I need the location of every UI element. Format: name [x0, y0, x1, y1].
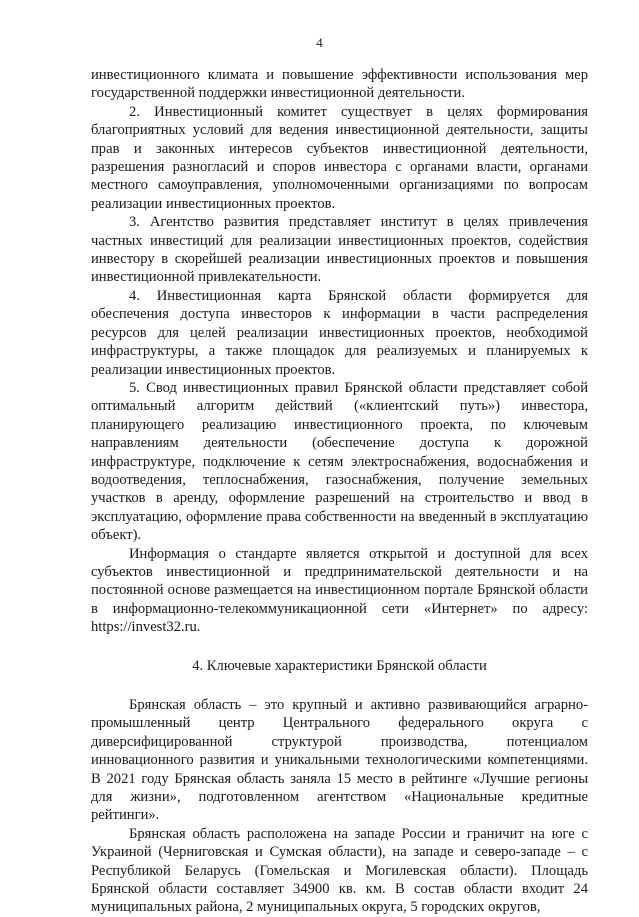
- paragraph: 5. Свод инвестиционных правил Брянской области представляет собой оптимальный алгоритм действий («клиентский путь») инвестора, планирующего реализацию инвестиционного проекта, по ключевым направлениям деятельности (обеспечение доступа к дорожной инфраструктуре, подключение к сетям электроснабжения, водоснабжения и водоотведения, теплоснабжения, газоснабжения, получение земельных участков в аренду, оформление разрешений на строительство и ввод в эксплуатацию, оформление права собственности на введенный в эксплуатацию объект).: [91, 379, 588, 544]
- section-heading: 4. Ключевые характеристики Брянской области: [192, 657, 487, 674]
- paragraph: 3. Агентство развития представляет институт в целях привлечения частных инвестиций для реализации инвестиционных проектов, содействия инвестору в скорейшей реализации инвестиционных проектов и повышения инвестиционной привлекательности.: [91, 214, 588, 286]
- paragraph: 2. Инвестиционный комитет существует в целях формирования благоприятных условий для ведения инвестиционной деятельности, защиты прав и законных интересов субъектов инвестиционной деятельности, разрешения разногласий и споров инвестора с органами власти, органами местного самоуправления, уполномоченными организациями по вопросам реализации инвестиционных проектов.: [91, 103, 588, 212]
- paragraph: 4. Инвестиционная карта Брянской области формируется для обеспечения доступа инвесторов к информации в части распределения ресурсов для целей реализации инвестиционных проектов, необходимой инфраструктуры, а также площадок для реализуемых и планируемых к реализации инвестиционных проектов.: [91, 287, 588, 378]
- paragraph: Брянская область – это крупный и активно развивающийся аграрно-промышленный центр Центрального федерального округа с диверсифицированной структурой производства, потенциалом инновационного развития и уникальными технологическими компетенциями. В 2021 году Брянская область заняла 15 место в рейтинге «Лучшие регионы для жизни», подготовленном агентством «Национальные кредитные рейтинги».: [91, 697, 588, 824]
- paragraph: инвестиционного климата и повышение эффективности использования мер государственной поддержки инвестиционной деятельности.: [91, 67, 588, 102]
- paragraphs-after-section: [91, 696, 588, 917]
- paragraph: Информация о стандарте является открытой и доступной для всех субъектов инвестиционной и предпринимательской деятельности и на постоянной основе размещается на инвестиционном портале Брянской области в информационно-телекоммуникационной сети «Интернет» по адресу: https://invest32.ru.: [91, 545, 588, 636]
- page-number: 4: [316, 35, 323, 50]
- document-body: [91, 66, 588, 917]
- paragraph: Брянская область расположена на западе России и граничит на юге с Украиной (Черниговская и Сумская области), на западе и северо-западе – с Республикой Беларусь (Гомельская и Могилевская области). Площадь Брянской области составляет 34900 кв. км. В состав области входит 24 муниципальных района, 2 муниципальных округа, 5 городских округов,: [91, 825, 588, 916]
- paragraphs-before-section: [91, 66, 588, 637]
